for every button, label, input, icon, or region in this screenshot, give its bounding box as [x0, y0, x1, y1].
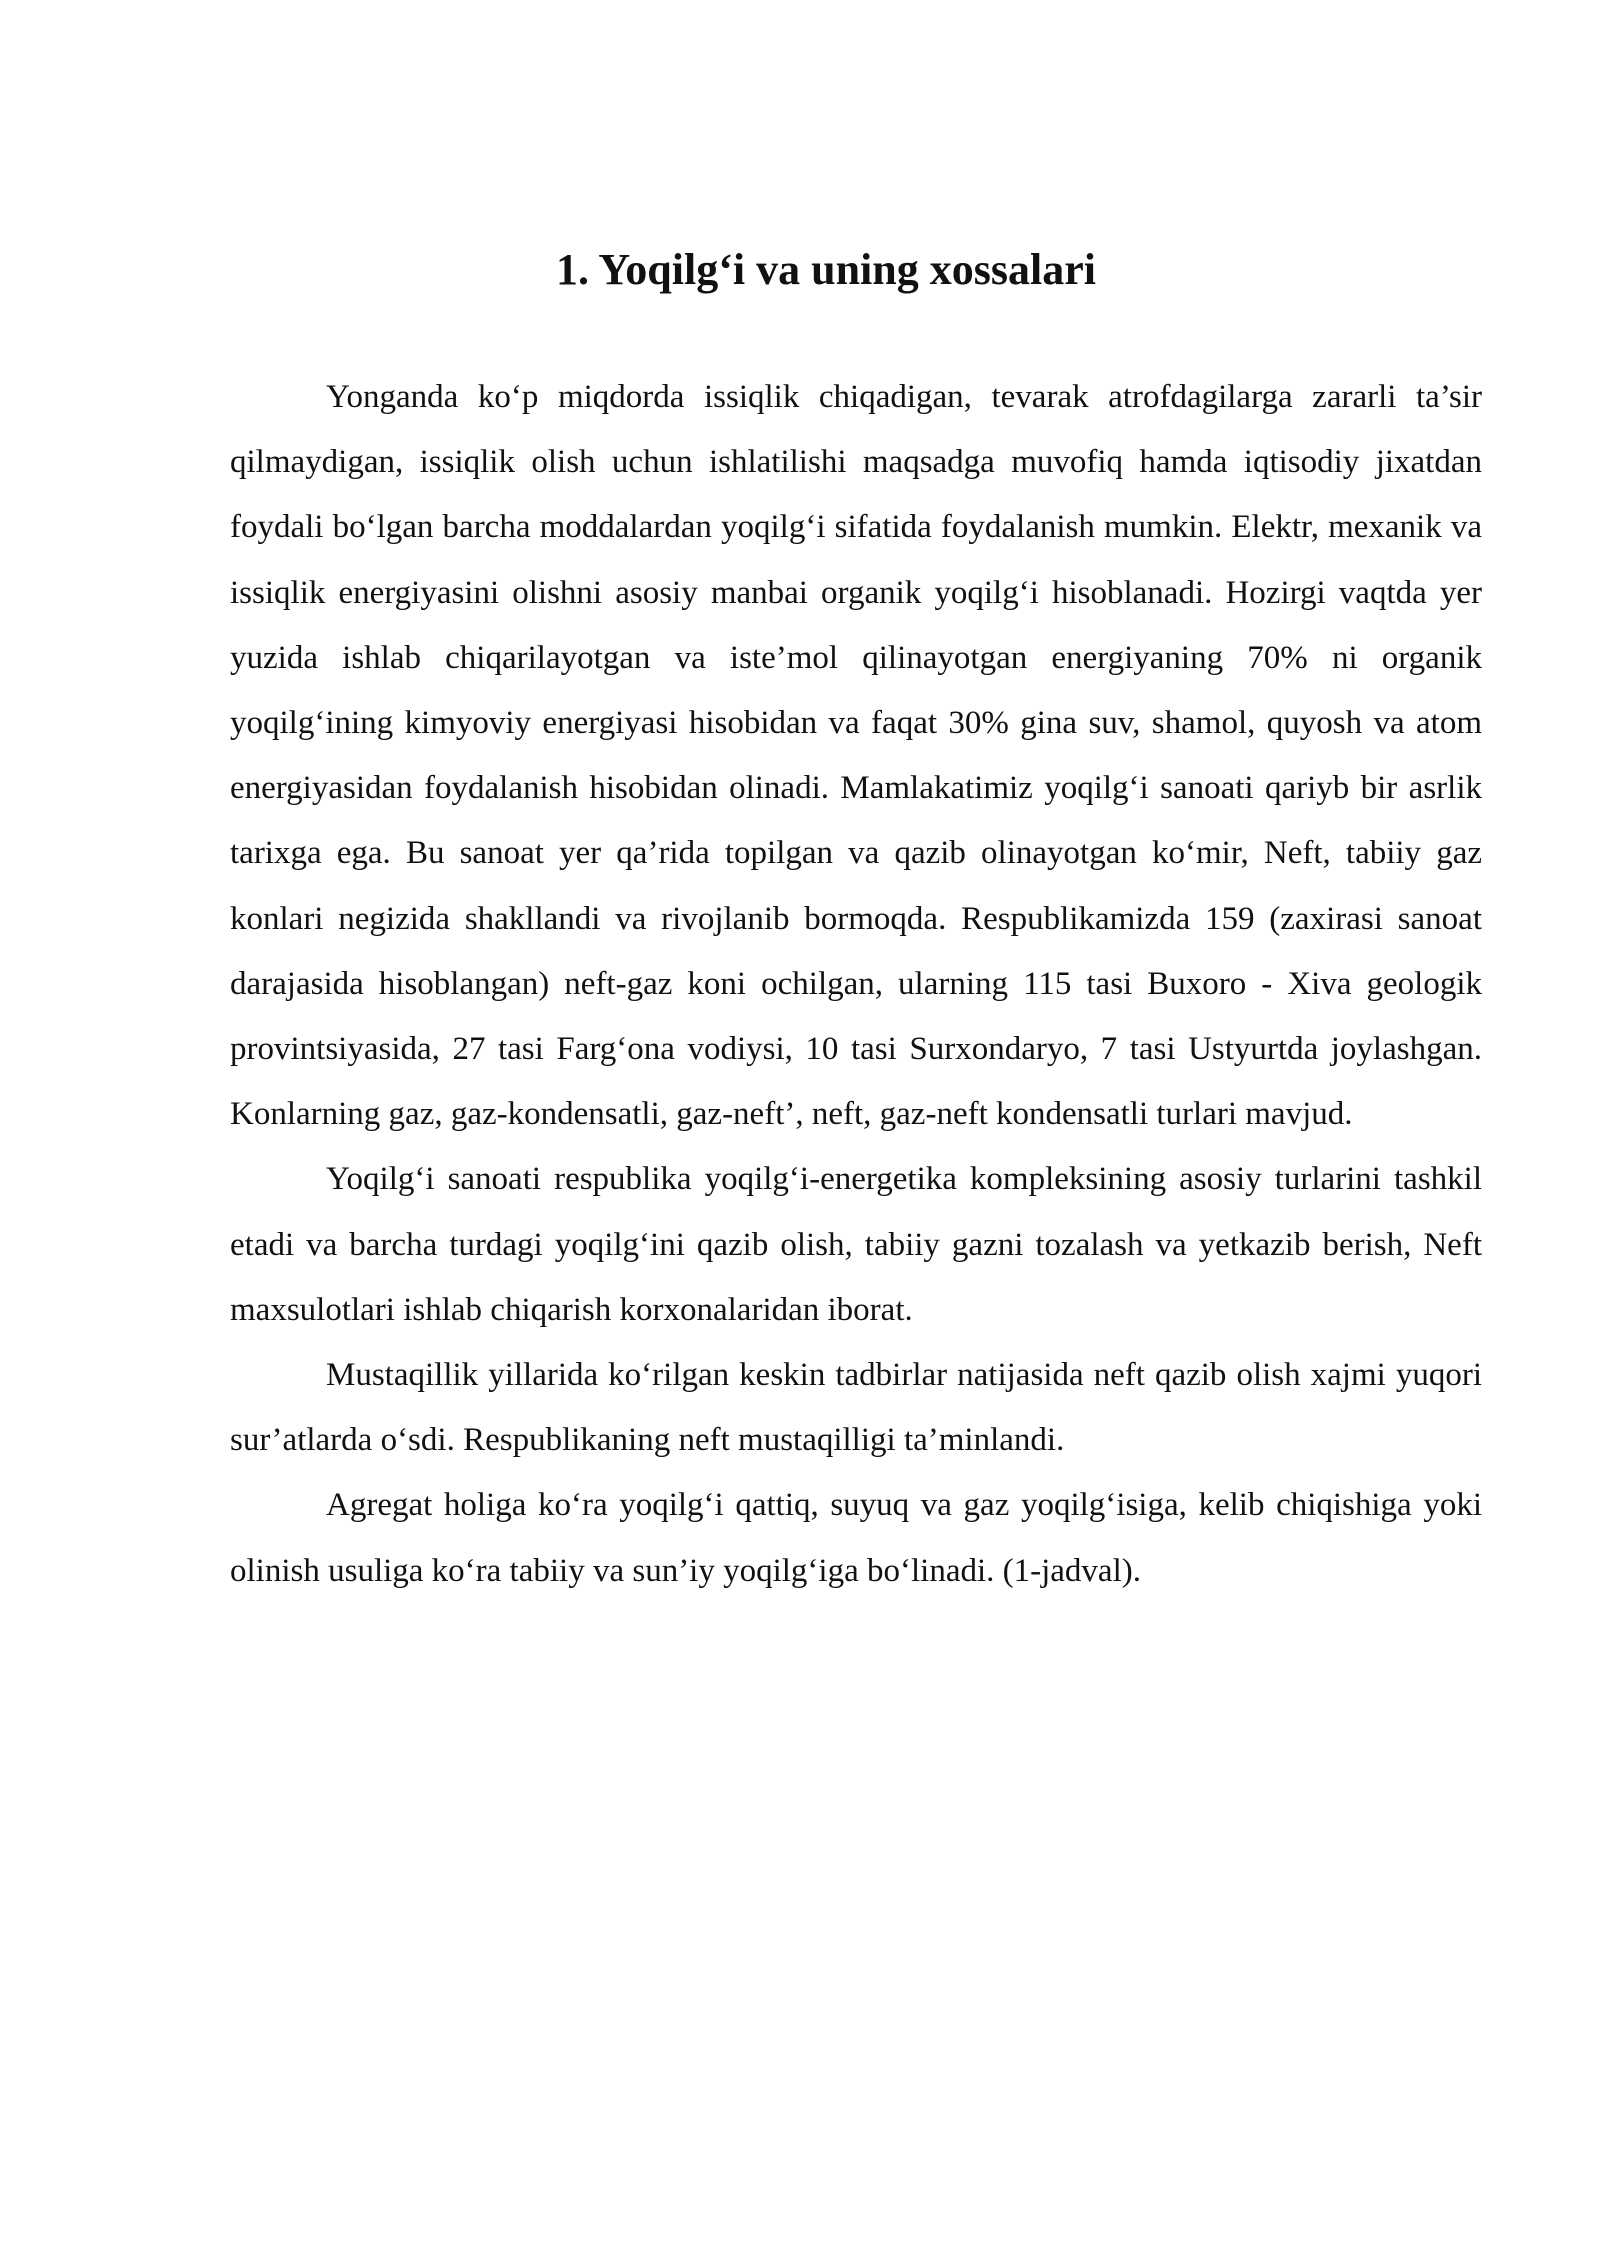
paragraph-independence: Mustaqillik yillarida ko‘rilgan keskin tadbirlar natijasida neft qazib olish xajmi yuqori sur’atlarda o‘sdi. Respublikaning neft mustaqilligi ta’minlandi.	[230, 1357, 1482, 1459]
paragraph-industry: Yoqilg‘i sanoati respublika yoqilg‘i-energetika kompleksining asosiy turlarini tashkil etadi va barcha turdagi yoqilg‘ini qazib olish, tabiiy gazni tozalash va yetkazib berish, Neft maxsulotlari ishlab chiqarish korxonalaridan iborat.	[230, 1161, 1482, 1328]
paragraph-intro: Yonganda ko‘p miqdorda issiqlik chiqadigan, tevarak atrofdagilarga zararli ta’sir qilmaydigan, issiqlik olish uchun ishlatilishi maqsadga muvofiq hamda iqtisodiy jixatdan foydali bo‘lgan barcha moddalardan yoqilg‘i sifatida foydalanish mumkin. Elektr, mexanik va issiqlik energiyasini olishni asosiy manbai organik yoqilg‘i hisoblanadi. Hozirgi vaqtda yer yuzida ishlab chiqarilayotgan va iste’mol qilinayotgan energiyaning 70% ni organik yoqilg‘ining kimyoviy energiyasi hisobidan va faqat 30% gina suv, shamol, quyosh va atom energiyasidan foydalanish hisobidan olinadi. Mamlakatimiz yoqilg‘i sanoati qariyb bir asrlik tarixga ega. Bu sanoat yer qa’rida topilgan va qazib olinayotgan ko‘mir, Neft, tabiiy gaz konlari negizida shakllandi va rivojlanib bormoqda. Respublikamizda 159 (zaxirasi sanoat darajasida hisoblangan) neft-gaz koni ochilgan, ularning 115 tasi Buxoro - Xiva geologik provintsiyasida, 27 tasi Farg‘ona vodiysi, 10 tasi Surxondaryo, 7 tasi Ustyurtda joylashgan. Konlarning gaz, gaz-kondensatli, gaz-neft’, neft, gaz-neft kondensatli turlari mavjud.	[230, 379, 1482, 1133]
page-title: 1. Yoqilg‘i va uning xossalari	[556, 245, 1096, 294]
body-text	[230, 365, 1482, 1604]
paragraph-classification: Agregat holiga ko‘ra yoqilg‘i qattiq, suyuq va gaz yoqilg‘isiga, kelib chiqishiga yoki olinish usuliga ko‘ra tabiiy va sun’iy yoqilg‘iga bo‘linadi. (1-jadval).	[230, 1487, 1482, 1589]
